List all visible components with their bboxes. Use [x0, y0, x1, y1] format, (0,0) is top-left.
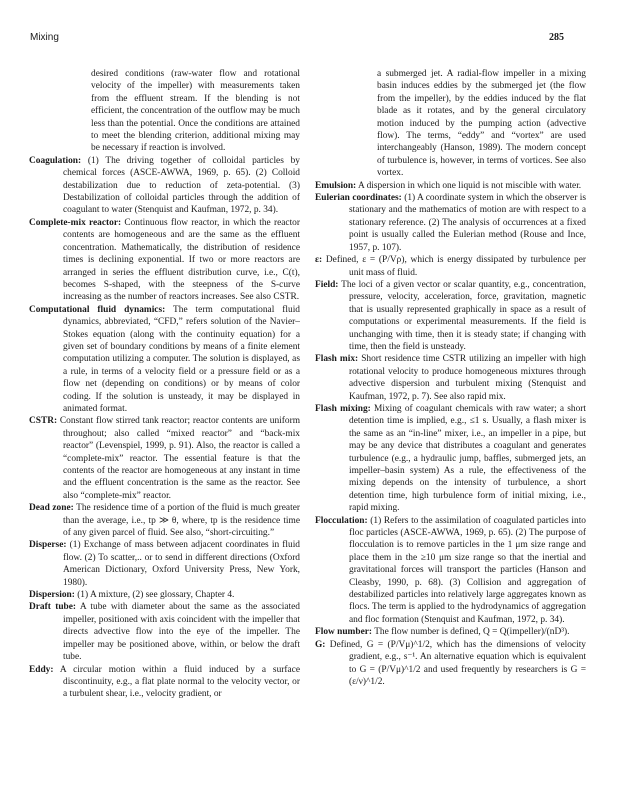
glossary-entry — [29, 217, 300, 304]
continued-paragraph: desired conditions (raw-water flow and rotational velocity of the impeller) with measurements taken from the effluent stream. If the blending is not efficient, the concentration of the outflow may be much less than the potential. Once the conditions are attained to meet the blending criterion, additional mixing may be necessary if reaction is involved. — [91, 69, 300, 154]
glossary-definition: (1) The driving together of colloidal particles by chemical forces (ASCE-AWWA, 1969, p. 65). (2) Colloid destabilization due to reduction of zeta-potential. (3) Destabilization of colloidal particles through the addition of coagulant to water (Stenquist and Kaufman, 1972, p. 34). — [63, 155, 300, 216]
glossary-entry — [315, 279, 586, 353]
glossary-entry — [29, 601, 300, 663]
glossary-term: Flocculation: — [315, 515, 368, 526]
glossary-definition: Mixing of coagulant chemicals with raw water; a short detention time is implied, e.g., ≤1 s. Usually, a flash mixer is the same as an “in-line” mixer, i.e., an impeller in a pipe, but may be any device that distributes a coagulant and generates turbulence (e.g., a hydraulic jump, baffles, submerged jets, an impeller–basin system) As a rule, the effectiveness of the mixing depends on the intensity of turbulence, a short detention time, high turbulence form of initial mixing, i.e., rapid mixing. — [349, 403, 586, 514]
glossary-entry — [29, 539, 300, 589]
glossary-term: CSTR: — [29, 416, 58, 427]
glossary-definition: (1) Exchange of mass between adjacent coordinates in fluid flow. (2) To scatter,.. or to send in different directions (Oxford American Dictionary, Oxford University Press, New York, 1980). — [63, 540, 300, 588]
glossary-entry — [29, 415, 300, 502]
glossary-entry — [315, 180, 586, 192]
glossary-term: Dead zone: — [29, 503, 74, 514]
glossary-term: ε: — [315, 255, 323, 266]
glossary-entry — [29, 502, 300, 539]
glossary-term: Coagulation: — [29, 155, 82, 166]
glossary-definition: A circular motion within a fluid induced by a surface discontinuity, e.g., a flat plate normal to the velocity vector, or a turbulent shear, i.e., velocity gradient, or — [53, 664, 300, 700]
glossary-entry — [29, 664, 300, 701]
glossary-entry — [315, 192, 586, 254]
glossary-definition: Defined, ε = (P/Vρ), which is energy dissipated by turbulence per unit mass of fluid. — [322, 255, 586, 278]
page-number: 285 — [549, 32, 564, 43]
glossary-term: Eddy: — [29, 664, 54, 675]
glossary-term: Emulsion: — [315, 180, 357, 191]
glossary-definition: The loci of a given vector or scalar quantity, e.g., concentration, pressure, velocity, acceleration, force, gravitation, magnetic that is usually represented graphically in space as a result of computations or experimental measurements. If the field is unchanging with time, then it is steady state; if changing with time, then the field is unsteady. — [338, 279, 586, 352]
glossary-entry — [315, 403, 586, 515]
glossary-definition: Continuous flow reactor, in which the reactor contents are homogeneous and are the same as the effluent concentration. Mathematically, the distribution of residence times is declining exponential. If two or more reactors are arranged in series the effluent distribution curve, i.e., C(t), becomes S-shaped, with the steepness of the S-curve increasing as the number of reactors increases. See also CSTR. — [63, 217, 300, 303]
glossary-entries-left — [29, 155, 300, 701]
glossary-entry — [315, 254, 586, 279]
glossary-term: Flash mixing: — [315, 403, 371, 414]
glossary-term: Field: — [315, 279, 339, 290]
glossary-definition: (1) A coordinate system in which the observer is stationary and the mathematics of motion are with respect to a stationary reference. (2) The analysis of occurrences at a fixed point is usually called the Eulerian method (Rouse and Ince, 1957, p. 107). — [349, 193, 586, 253]
glossary-term: Draft tube: — [29, 602, 77, 613]
right-column — [315, 68, 586, 688]
glossary-entries-right — [315, 180, 586, 689]
glossary-definition: Constant flow stirred tank reactor; reactor contents are uniform throughout; also called “mixed reactor” and “back-mix reactor” (Levenspiel, 1999, p. 91). Also, the reactor is called a “complete-mix” reactor. The essential feature is that the contents of the reactor are homogeneous at any instant in time and the effluent concentration is the same as the reactor. See also “complete-mix” reactor. — [57, 416, 300, 501]
glossary-entry — [29, 304, 300, 416]
glossary-definition: (1) A mixture, (2) see glossary, Chapter 4. — [74, 590, 235, 601]
glossary-term: G: — [315, 639, 326, 650]
glossary-definition: (1) Refers to the assimilation of coagulated particles into floc particles (ASCE-AWWA, 1969, p. 65). (2) The purpose of flocculation is to remove particles in the 1 μm size range and place them in the ≥10 μm size range so that the inertial and gravitational forces will transport the particles (Hanson and Cleasby, 1990, p. 68). (3) Collision and aggregation of destabilized particles into relatively large aggregates known as flocs. The term is applied to the hydrodynamics of aggregation and floc formation (Stenquist and Kaufman, 1972, p. 34). — [349, 515, 586, 625]
glossary-entry — [29, 155, 300, 217]
glossary-term: Complete-mix reactor: — [29, 217, 122, 228]
continued-paragraph: a submerged jet. A radial-flow impeller in a mixing basin induces eddies by the submerged jet (the flow from the impeller), by the eddies induced by the flat blade as it rotates, and by the general circulatory motion induced by the pumping action (advective flow). The terms, “eddy” and “vortex” are used interchangeably (Hanson, 1989). The modern concept of turbulence is, however, in terms of vortices. See also vortex. — [377, 69, 586, 179]
glossary-term: Computational fluid dynamics: — [29, 304, 166, 315]
left-column — [29, 68, 300, 701]
glossary-entry — [29, 589, 300, 601]
glossary-term: Flash mix: — [315, 354, 359, 365]
glossary-definition: The term computational fluid dynamics, abbreviated, “CFD,” refers solution of the Navier–Stokes equation (along with the continuity equation) for a given set of boundary conditions by means of a finite element computation utilizing a computer. The solution is displayed, as a rule, in terms of a velocity field or a pressure field or as a flow net (depending on conditions) or by means of color coding. If the solution is unsteady, it may be displayed in animated format. — [63, 304, 300, 414]
glossary-entry — [315, 639, 586, 689]
glossary-term: Flow number: — [315, 627, 373, 638]
glossary-definition: The flow number is defined, Q = Q(impeller)/(nD³). — [372, 627, 570, 638]
glossary-definition: Defined, G = (P/Vμ)^1/2, which has the dimensions of velocity gradient, e.g., s⁻¹. An alternative equation which is equivalent to G = (P/Vμ)^1/2 and used frequently by researchers is G = (ε/ν)^1/2. — [325, 639, 586, 687]
glossary-definition: A dispersion in which one liquid is not miscible with water. — [356, 180, 582, 191]
glossary-term: Disperse: — [29, 540, 67, 551]
running-header-section: Mixing — [30, 32, 59, 43]
glossary-term: Eulerian coordinates: — [315, 193, 402, 204]
glossary-entry — [315, 626, 586, 638]
glossary-definition: A tube with diameter about the same as the associated impeller, positioned with axis coincident with the impeller that directs advective flow into the eye of the impeller. The impeller may be positioned above, within, or below the draft tube. — [63, 602, 300, 663]
glossary-definition: The residence time of a portion of the fluid is much greater than the average, i.e., tp ≫ θ, where, tp is the residence time of any given parcel of fluid. See also, “short-circuiting.” — [63, 503, 300, 539]
glossary-entry — [315, 353, 586, 403]
glossary-term: Dispersion: — [29, 590, 75, 601]
glossary-entry — [315, 515, 586, 627]
glossary-definition: Short residence time CSTR utilizing an impeller with high rotational velocity to produce homogeneous mixtures through advective dispersion and turbulent mixing (Stenquist and Kaufman, 1972, p. 7). See also rapid mix. — [349, 354, 586, 402]
